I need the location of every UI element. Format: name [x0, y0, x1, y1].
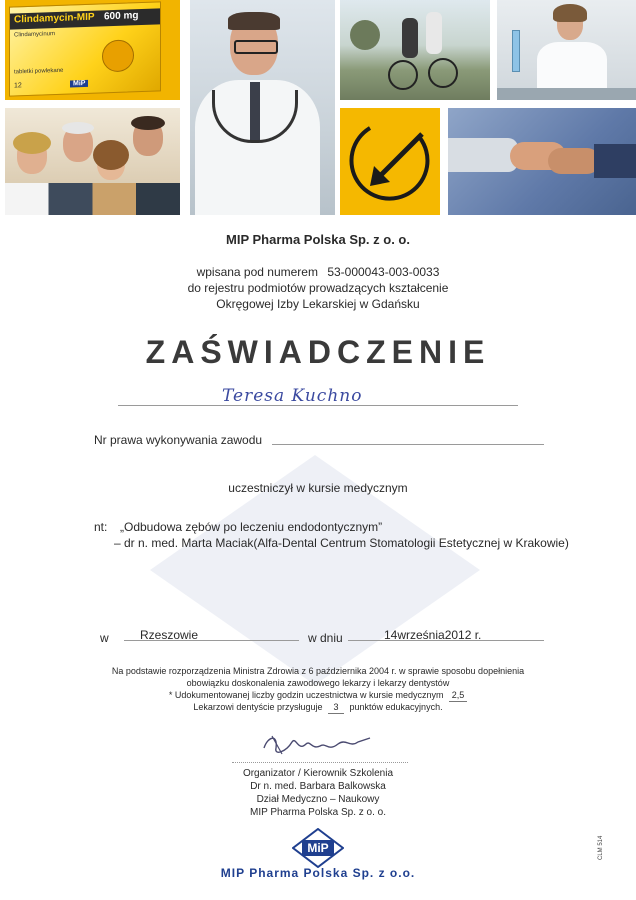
- legal-line-2: obowiązku doskonalenia zawodowego lekarzy i lekarzy dentystów: [186, 678, 450, 688]
- signature-company: MIP Pharma Polska Sp. z o. o.: [250, 807, 386, 818]
- product-name: Clindamycin-MIP: [14, 11, 95, 26]
- family-photo: [5, 108, 180, 215]
- date-underline: [348, 640, 544, 641]
- footer-company: MIP Pharma Polska Sp. z o.o.: [220, 866, 416, 880]
- person-1-hair: [13, 132, 51, 154]
- lab-bench: [497, 88, 636, 100]
- product-package-text: tabletki powlekane: [14, 67, 64, 76]
- course-lecturer: – dr n. med. Marta Maciak(Alfa-Dental Centrum Stomatologii Estetycznej w Krakowie): [114, 536, 569, 550]
- hand-right: [548, 148, 600, 174]
- arrow-icon: [340, 108, 440, 215]
- license-underline: [272, 444, 544, 445]
- cyclist-left: [402, 18, 418, 58]
- points-line: [0, 701, 636, 714]
- lab-tube: [512, 30, 520, 72]
- hours-label: * Udokumentowanej liczby godzin uczestnictwa w kursie medycznym: [168, 690, 444, 700]
- product-brand-badge: MiP: [70, 80, 88, 88]
- product-box-photo: [5, 0, 180, 100]
- handshake-photo: [448, 108, 636, 215]
- doctor-hair: [228, 12, 280, 30]
- points-value: 3: [328, 701, 344, 714]
- registration-prefix: wpisana pod numerem: [196, 265, 318, 279]
- bike-wheel-1: [388, 60, 418, 90]
- registry-line: do rejestru podmiotów prowadzących kształcenie: [187, 281, 449, 295]
- person-2-hair: [62, 122, 94, 134]
- signature-line: [232, 762, 408, 763]
- bike-wheel-2: [428, 58, 458, 88]
- topic-prefix: nt:: [94, 520, 108, 534]
- cyclist-right: [426, 12, 442, 54]
- course-topic: „Odbudowa zębów po leczeniu endodontycznym”: [120, 520, 383, 534]
- cyclists-photo: [340, 0, 490, 100]
- points-prefix: Lekarzowi dentyście przysługuje: [193, 702, 323, 712]
- product-dose: 600 mg: [104, 10, 139, 23]
- product-sub: Clindamycinum: [14, 31, 56, 39]
- participant-name: Teresa Kuchno: [222, 386, 363, 406]
- registration-number: 53-000043-003-0033: [327, 265, 440, 279]
- signature-name: Dr n. med. Barbara Balkowska: [250, 781, 386, 792]
- place-prefix: w: [100, 631, 109, 645]
- signature-department: Dział Medyczno – Naukowy: [256, 794, 380, 805]
- person-4-hair: [131, 116, 165, 130]
- sleeve-right: [594, 144, 636, 178]
- person-3-hair: [93, 140, 129, 170]
- footer-logo-text: MiP: [307, 841, 329, 855]
- place-value: Rzeszowie: [140, 628, 199, 642]
- registration-line: [0, 264, 636, 280]
- footer-logo: [292, 828, 344, 868]
- clock-arrow-icon: [340, 108, 440, 215]
- signature-role: Organizator / Kierownik Szkolenia: [242, 768, 394, 779]
- page-title: ZAŚWIADCZENIE: [145, 334, 491, 370]
- date-prefix: w dniu: [308, 631, 343, 645]
- doctor-glasses: [234, 40, 278, 54]
- family-clothes: [5, 183, 180, 215]
- sleeve-left: [448, 138, 518, 172]
- license-label: Nr prawa wykonywania zawodu: [94, 433, 263, 447]
- place-underline: [124, 640, 299, 641]
- tree-shape: [350, 20, 380, 50]
- date-value: 14września2012 r.: [384, 628, 482, 642]
- chamber-line: Okręgowej Izby Lekarskiej w Gdańsku: [216, 297, 420, 311]
- product-stamp: [102, 39, 134, 72]
- points-suffix: punktów edukacyjnych.: [349, 702, 443, 712]
- lab-photo: [497, 0, 636, 100]
- handwritten-signature: [258, 728, 378, 760]
- side-code: CLM 514: [598, 835, 604, 860]
- legal-line-1: Na podstawie rozporządzenia Ministra Zdrowia z 6 października 2004 r. w sprawie sposobu dopełnienia: [111, 666, 525, 676]
- lab-worker-hair: [553, 4, 587, 22]
- name-underline: [118, 405, 518, 406]
- hours-value: 2,5: [449, 689, 467, 702]
- company-heading: MIP Pharma Polska Sp. z o. o.: [226, 232, 410, 247]
- participation-line: uczestniczył w kursie medycznym: [228, 481, 408, 495]
- product-box: [9, 1, 161, 96]
- doctor-photo: [190, 0, 335, 215]
- product-count: 12: [14, 82, 22, 90]
